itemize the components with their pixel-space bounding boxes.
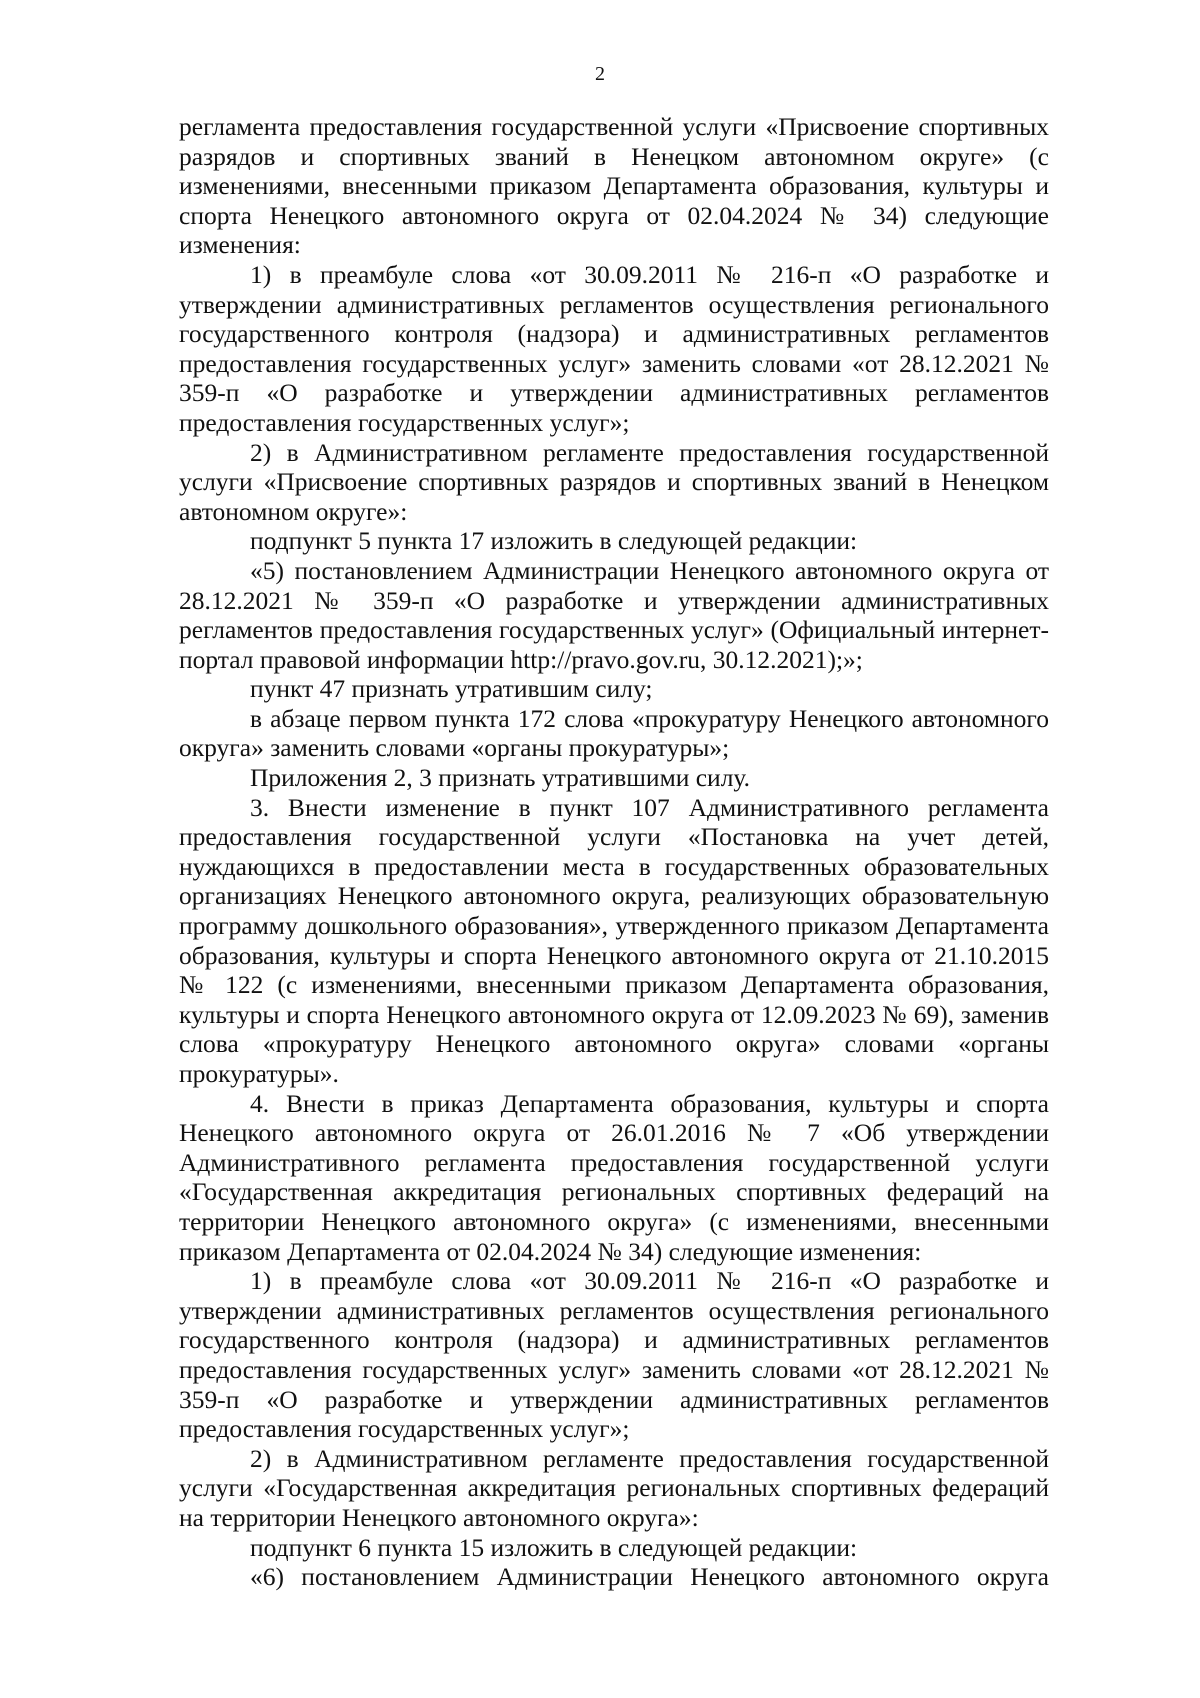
paragraph: подпункт 6 пункта 15 изложить в следующей редакции: — [250, 1532, 858, 1562]
paragraph: в абзаце первом пункта 172 слова «прокуратуру Ненецкого автономного округа» заменить словами «органы прокуратуры»; — [179, 703, 1049, 763]
paragraph: 2) в Административном регламенте предоставления государственной услуги «Присвоение спортивных разрядов и спортивных званий в Ненецком автономном округе»: — [179, 437, 1049, 526]
paragraph: пункт 47 признать утратившим силу; — [250, 674, 653, 704]
paragraph: «6) постановлением Администрации Ненецкого автономного округа — [250, 1562, 1049, 1592]
paragraph: подпункт 5 пункта 17 изложить в следующей редакции: — [250, 526, 858, 556]
paragraph: 2) в Административном регламенте предоставления государственной услуги «Государственная аккредитация региональных спортивных федераций на территории Ненецкого автономного округа»: — [179, 1443, 1049, 1532]
paragraph: регламента предоставления государственной услуги «Присвоение спортивных разрядов и спортивных званий в Ненецком автономном округе» (с изменениями, внесенными приказом Департамента образования, культуры и спорта Ненецкого автономного округа от 02.04.2024 № 34) следующие изменения: — [179, 112, 1049, 260]
paragraph: Приложения 2, 3 признать утратившими силу. — [250, 763, 750, 793]
paragraph: 3. Внести изменение в пункт 107 Административного регламента предоставления государственной услуги «Постановка на учет детей, нуждающихся в предоставлении места в государственных образовательных организациях Ненецкого автономного округа, реализующих образовательную программу дошкольного образования», утвержденного приказом Департамента образования, культуры и спорта Ненецкого автономного округа от 21.10.2015 № 122 (с изменениями, внесенными приказом Департамента образования, культуры и спорта Ненецкого автономного округа от 12.09.2023 № 69), заменив слова «прокуратуру Ненецкого автономного округа» словами «органы прокуратуры». — [179, 792, 1049, 1088]
paragraph: 1) в преамбуле слова «от 30.09.2011 № 216-п «О разработке и утверждении административных регламентов осуществления регионального государственного контроля (надзора) и административных регламентов предоставления государственных услуг» заменить словами «от 28.12.2021 № 359-п «О разработке и утверждении административных регламентов предоставления государственных услуг»; — [179, 259, 1049, 437]
document-body — [179, 112, 1049, 1592]
paragraph: 1) в преамбуле слова «от 30.09.2011 № 216-п «О разработке и утверждении административных регламентов осуществления регионального государственного контроля (надзора) и административных регламентов предоставления государственных услуг» заменить словами «от 28.12.2021 № 359-п «О разработке и утверждении административных регламентов предоставления государственных услуг»; — [179, 1266, 1049, 1444]
paragraph: «5) постановлением Администрации Ненецкого автономного округа от 28.12.2021 № 359-п «О разработке и утверждении административных регламентов предоставления государственных услуг» (Официальный интернет-портал правовой информации http://pravo.gov.ru, 30.12.2021);»; — [179, 555, 1049, 674]
page-number: 2 — [595, 63, 605, 85]
paragraph: 4. Внести в приказ Департамента образования, культуры и спорта Ненецкого автономного округа от 26.01.2016 № 7 «Об утверждении Административного регламента предоставления государственной услуги «Государственная аккредитация региональных спортивных федераций на территории Ненецкого автономного округа» (с изменениями, внесенными приказом Департамента от 02.04.2024 № 34) следующие изменения: — [179, 1088, 1049, 1266]
